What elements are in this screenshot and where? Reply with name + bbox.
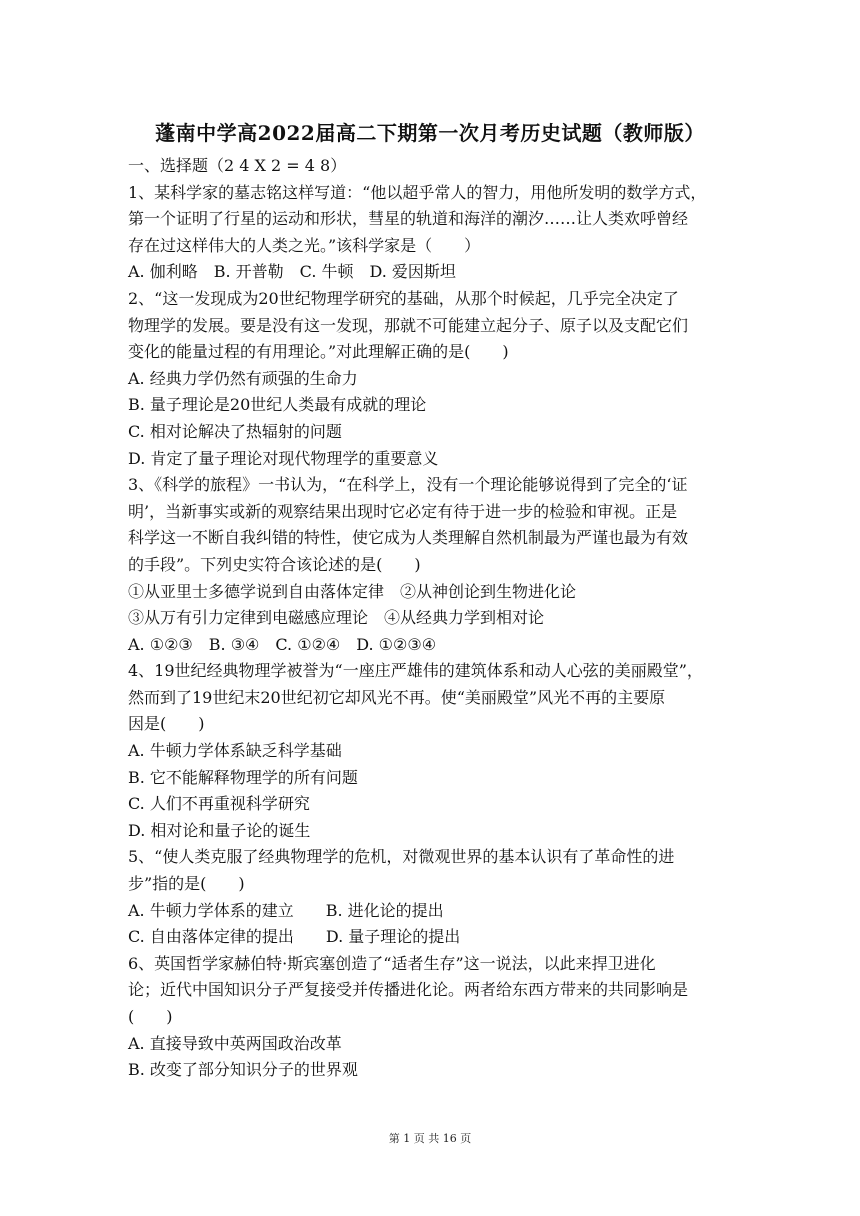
question-body [128, 153, 743, 1084]
question-5-text: 步”指的是( ) [128, 874, 245, 894]
question-6-text: 论；近代中国知识分子严复接受并传播进化论。两者给东西方带来的共同影响是 [128, 980, 689, 1000]
question-3-options: A. ①②③ B. ③④ C. ①②④ D. ①②③④ [128, 634, 437, 654]
question-5-text: 5、“使人类克服了经典物理学的危机，对微观世界的基本认识有了革命性的进 [128, 847, 675, 867]
question-3-text: 的手段”。下列史实符合该论述的是( ) [128, 554, 421, 574]
question-6-text: ( ) [128, 1007, 173, 1026]
question-4-text: 然而到了19世纪末20世纪初它却风光不再。使“美丽殿堂”风光不再的主要原 [128, 687, 666, 707]
question-2-option-c: C. 相对论解决了热辐射的问题 [128, 421, 342, 441]
question-5-options: C. 自由落体定律的提出 D. 量子理论的提出 [128, 927, 461, 947]
question-3-statements: ①从亚里士多德学说到自由落体定律 ②从神创论到生物进化论 [128, 581, 577, 601]
question-2-text: 2、“这一发现成为20世纪物理学研究的基础，从那个时候起，几乎完全决定了 [128, 288, 679, 308]
question-1-text: 存在过这样伟大的人类之光。”该科学家是（ ） [128, 235, 481, 255]
question-3-text: 明’，当新事实或新的观察结果出现时它必定有待于进一步的检验和审视。正是 [128, 501, 678, 521]
question-1-options: A. 伽利略 B. 开普勒 C. 牛顿 D. 爱因斯坦 [128, 262, 456, 282]
question-2-option-a: A. 经典力学仍然有顽强的生命力 [128, 368, 358, 388]
question-6-option-a: A. 直接导致中英两国政治改革 [128, 1033, 342, 1053]
question-2-option-d: D. 肯定了量子理论对现代物理学的重要意义 [128, 448, 439, 468]
question-4-option-c: C. 人们不再重视科学研究 [128, 794, 310, 814]
page-title: 蓬南中学高2022届高二下期第一次月考历史试题（教师版） [155, 121, 705, 145]
question-2-text: 变化的能量过程的有用理论。”对此理解正确的是( ) [128, 342, 509, 362]
question-3-text: 3、《科学的旅程》一书认为，“在科学上，没有一个理论能够说得到了完全的‘证 [128, 475, 688, 495]
page-footer: 第 1 页 共 16 页 [388, 1132, 472, 1145]
question-5-options: A. 牛顿力学体系的建立 B. 进化论的提出 [128, 900, 444, 920]
question-4-option-d: D. 相对论和量子论的诞生 [128, 820, 311, 840]
question-6-option-b: B. 改变了部分知识分子的世界观 [128, 1060, 358, 1080]
question-4-text: 因是( ) [128, 714, 205, 734]
question-1-text: 1、某科学家的墓志铭这样写道：“他以超乎常人的智力，用他所发明的数学方式， [128, 182, 707, 202]
question-6-text: 6、英国哲学家赫伯特·斯宾塞创造了“适者生存”这一说法，以此来捍卫进化 [128, 953, 656, 973]
question-4-option-a: A. 牛顿力学体系缺乏科学基础 [128, 741, 342, 761]
question-3-statements: ③从万有引力定律到电磁感应理论 ④从经典力学到相对论 [128, 608, 545, 628]
question-4-text: 4、19世纪经典物理学被誉为“一座庄严雄伟的建筑体系和动人心弦的美丽殿堂”， [128, 661, 703, 681]
question-4-option-b: B. 它不能解释物理学的所有问题 [128, 767, 358, 787]
question-2-option-b: B. 量子理论是20世纪人类最有成就的理论 [128, 395, 427, 415]
section-heading: 一、选择题（2 4 X 2 = 4 8） [128, 156, 347, 175]
question-1-text: 第一个证明了行星的运动和形状，彗星的轨道和海洋的潮汐……让人类欢呼曾经 [128, 209, 689, 229]
question-3-text: 科学这一不断自我纠错的特性，使它成为人类理解自然机制最为严谨也最为有效 [128, 528, 689, 548]
question-2-text: 物理学的发展。要是没有这一发现，那就不可能建立起分子、原子以及支配它们 [128, 315, 689, 335]
